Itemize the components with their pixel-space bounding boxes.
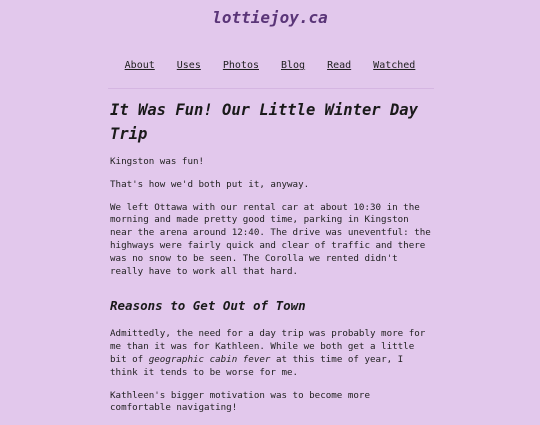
emphasis-text: geographic cabin fever bbox=[148, 353, 271, 365]
paragraph-text: at this time of year, I think it tends to be worse for me. bbox=[110, 353, 404, 378]
article-paragraph: Kingston was fun! bbox=[110, 156, 205, 167]
site-title-link[interactable]: lottiejoy.ca bbox=[212, 8, 328, 27]
site-header bbox=[0, 0, 540, 27]
nav-link-blog[interactable]: Blog bbox=[280, 60, 306, 71]
header-divider bbox=[108, 88, 434, 89]
article-paragraph: That's how we'd both put it, anyway. bbox=[110, 178, 310, 190]
article-paragraph: We left Ottawa with our rental car at about 10:30 in the morning and made pretty good time, parking in Kingston near the arena around 12:40. The drive was uneventful: the highways were fairly quick and clear of traffic and there was no snow to be seen. The Corolla we rented didn't really have to work all that hard. bbox=[110, 201, 431, 277]
article-paragraph bbox=[110, 328, 434, 379]
paragraph-text: Admittedly, the need for a day trip was probably more for me than it was for Kathleen. While we both get a little bit of bbox=[110, 328, 426, 365]
article bbox=[110, 98, 434, 425]
nav-link-uses[interactable]: Uses bbox=[176, 60, 201, 71]
main-nav bbox=[0, 60, 540, 71]
article-paragraph: Kathleen's bigger motivation was to become more comfortable navigating! bbox=[110, 389, 370, 414]
section-heading: Reasons to Get Out of Town bbox=[110, 298, 306, 314]
nav-link-about[interactable]: About bbox=[124, 60, 155, 71]
article-title: It Was Fun! Our Little Winter Day Trip bbox=[110, 101, 418, 143]
nav-link-read[interactable]: Read bbox=[327, 60, 352, 71]
nav-link-photos[interactable]: Photos bbox=[222, 60, 259, 71]
nav-link-watched[interactable]: Watched bbox=[373, 60, 416, 71]
